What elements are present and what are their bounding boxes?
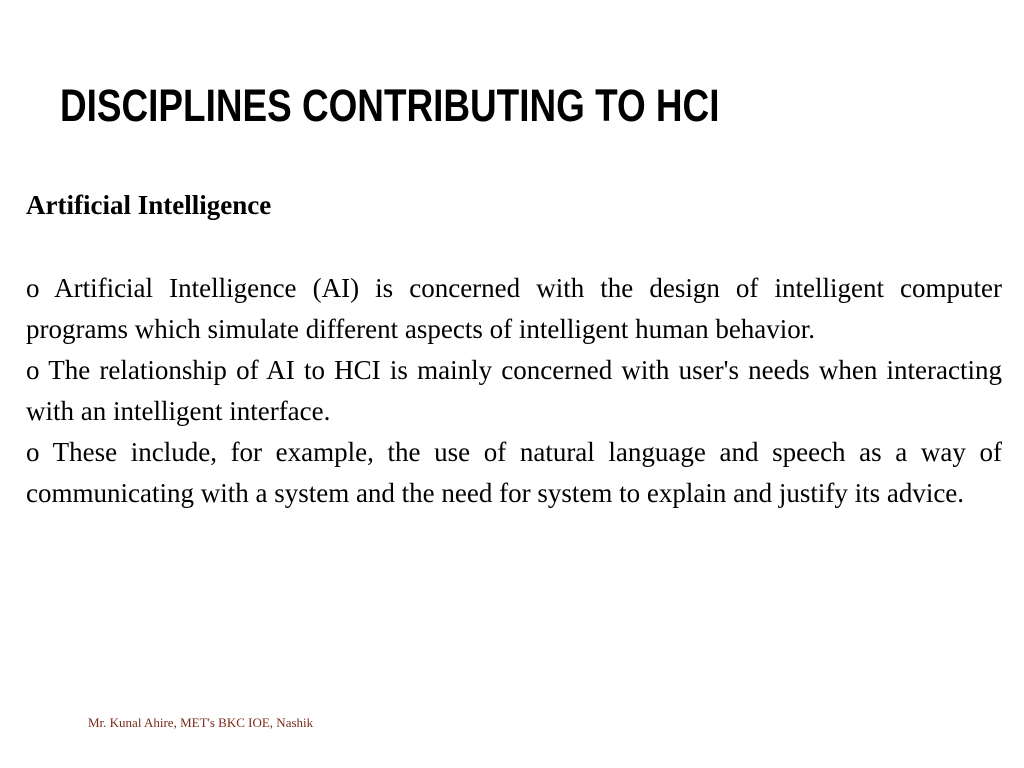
bullet-ai-definition: o Artificial Intelligence (AI) is concerned with the design of intelligent computer programs which simulate different aspects of intelligent human behavior. — [26, 273, 1002, 344]
slide-body — [26, 268, 1002, 514]
slide-title: DISCIPLINES CONTRIBUTING TO HCI — [60, 80, 720, 131]
bullet-natural-language: o These include, for example, the use of natural language and speech as a way of communicating with a system and the need for system to explain and justify its advice. — [26, 437, 1002, 508]
bullet-ai-hci-relationship: o The relationship of AI to HCI is mainly concerned with user's needs when interacting with an intelligent interface. — [26, 355, 1002, 426]
slide-footer: Mr. Kunal Ahire, MET's BKC IOE, Nashik — [88, 715, 314, 730]
section-heading: Artificial Intelligence — [26, 190, 272, 220]
